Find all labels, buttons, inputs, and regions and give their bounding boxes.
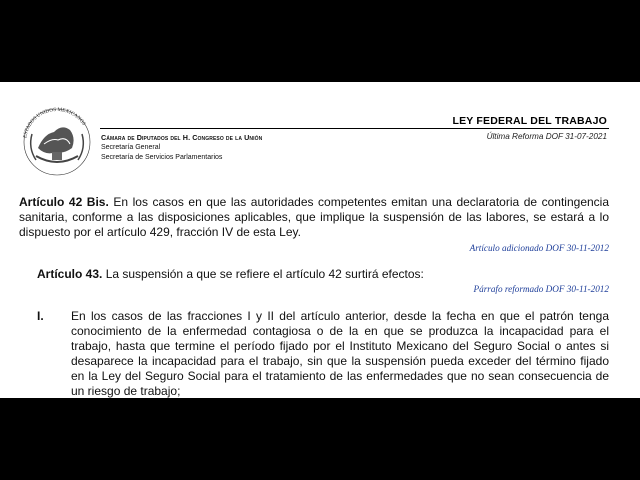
- secretaria-servicios: Secretaría de Servicios Parlamentarios: [101, 154, 223, 161]
- article-43-note: Párrafo reformado DOF 30-11-2012: [473, 284, 609, 294]
- fraccion-number: I.: [37, 309, 44, 323]
- article-42-bis-note: Artículo adicionado DOF 30-11-2012: [469, 243, 609, 253]
- seal-text: ESTADOS UNIDOS MEXICANOS: [22, 106, 87, 139]
- article-43-heading: Artículo 43.: [37, 267, 103, 281]
- article-43: [37, 267, 609, 282]
- law-title: LEY FEDERAL DEL TRABAJO: [452, 115, 607, 127]
- fraccion-text: En los casos de las fracciones I y II del artículo anterior, desde la fecha en que el patrón tenga conocimiento de la enfermedad contagiosa o de la en que se produzca la incapacidad para el trabajo, hasta que termine el período fijado por el Instituto Mexicano del Seguro Social o antes si desaparece la incapacidad para el trabajo, sin que la suspensión pueda exceder del término fijado en la Ley del Seguro Social para el tratamiento de las enfermedades que no sean consecuencia de un riesgo de trabajo;: [71, 309, 609, 398]
- article-42-bis-heading: Artículo 42 Bis.: [19, 195, 109, 209]
- secretaria-general: Secretaría General: [101, 144, 161, 151]
- article-42-bis: [19, 195, 609, 240]
- header-divider: [100, 128, 609, 129]
- last-reform: Última Reforma DOF 31-07-2021: [486, 132, 607, 141]
- document-page: [0, 82, 640, 398]
- mexican-coat-of-arms-seal: [14, 104, 100, 180]
- institution-block: [101, 133, 262, 163]
- article-42-bis-text: En los casos en que las autoridades competentes emitan una declaratoria de contingencia sanitaria, conforme a las disposiciones aplicables, que implique la suspensión de las labores, se estará a lo dispuesto por el artículo 429, fracción IV de esta Ley.: [19, 195, 610, 239]
- institution-name: Cámara de Diputados del H. Congreso de la Unión: [101, 133, 263, 142]
- article-43-text: La suspensión a que se refiere el artículo 42 surtirá efectos:: [102, 267, 424, 281]
